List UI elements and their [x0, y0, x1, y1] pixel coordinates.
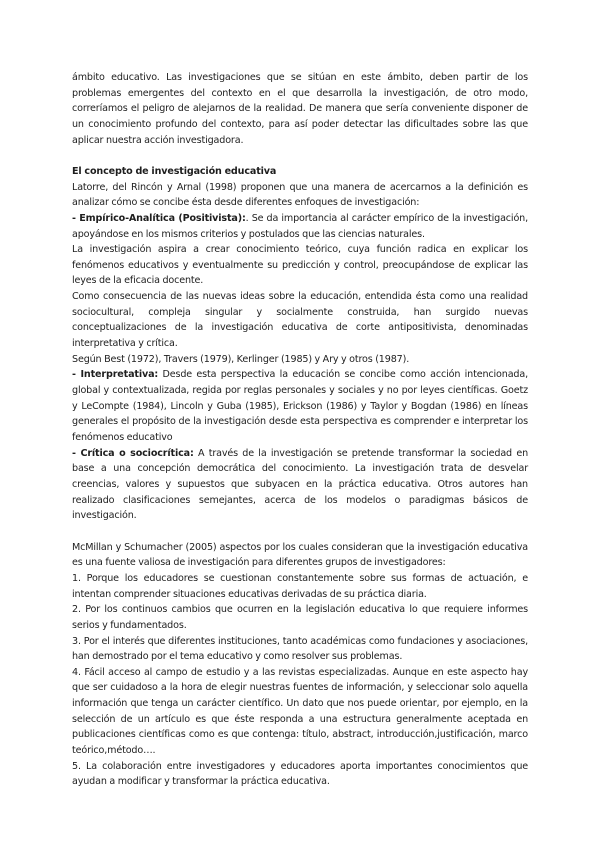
citations-line: Según Best (1972), Travers (1979), Kerlinger (1985) y Ary y otros (1987). [72, 353, 410, 365]
list-item-3: 3. Por el interés que diferentes instituciones, tanto académicas como fundaciones y asociaciones, han demostrado por el tema educativo y como resolver sus problemas. [72, 635, 528, 663]
interpretativa-label: - Interpretativa: [72, 369, 159, 381]
interpretativa-paragraph [72, 367, 528, 445]
mcmillan-intro: McMillan y Schumacher (2005) aspectos por los cuales consideran que la investigación educativa es una fuente valiosa de investigación para diferentes grupos de investigadores: [72, 541, 528, 569]
page-body [72, 70, 528, 790]
empirico-analitica-text: . Se da importancia al carácter empírico de la investigación, apoyándose en los mismos criterios y postulados que las ciencias naturales. [72, 212, 528, 240]
critica-paragraph [72, 446, 528, 524]
nuevas-ideas-paragraph: Como consecuencia de las nuevas ideas sobre la educación, entendida ésta como una realidad sociocultural, compleja singular y socialmente construida, han surgido nuevas conceptualizaciones de la investigación educativa de corte antipositivista, denominadas interpretativa y crítica. [72, 291, 528, 350]
section-heading: El concepto de investigación educativa [72, 165, 277, 177]
conocimiento-teorico-paragraph: La investigación aspira a crear conocimiento teórico, cuya función radica en explicar los fenómenos educativos y eventualmente su predicción y control, preocupándose de explicar las leyes de la eficacia docente. [72, 244, 528, 287]
intro-paragraph: ámbito educativo. Las investigaciones que se sitúan en este ámbito, deben partir de los problemas emergentes del contexto en el que desarrolla la investigación, de otro modo, correríamos el peligro de alejarnos de la realidad. De manera que sería conveniente disponer de un conocimiento profundo del contexto, para así poder detectar las dificultades sobre las que aplicar nuestra acción investigadora. [72, 72, 528, 146]
interpretativa-text: Desde esta perspectiva la educación se concibe como acción intencionada, global y contextualizada, regida por reglas personales y sociales y no por leyes científicas. Goetz y LeCompte (1984), Lincoln y Guba (1985), Erickson (1986) y Taylor y Bogdan (1986) en líneas generales el propósito de la investigación desde esta perspectiva es comprender e interpretar los fenómenos educativo [72, 369, 528, 444]
list-item-5: 5. La colaboración entre investigadores y educadores aporta importantes conocimientos que ayudan a modificar y transformar la práctica educativa. [72, 760, 528, 788]
empirico-analitica-paragraph [72, 211, 528, 242]
list-item-4: 4. Fácil acceso al campo de estudio y a las revistas especializadas. Aunque en este aspecto hay que ser cuidadoso a la hora de elegir nuestras fuentes de información, y seleccionar solo aquella información que tenga un carácter científico. Un dato que nos puede orientar, por ejemplo, en la selección de un artículo es que éste responda a una estructura generalmente aceptada en publicaciones científicas como es que contenga: título, abstract, introducción,justificación, marco teórico,método…. [72, 666, 528, 757]
list-item-2: 2. Por los continuos cambios que ocurren en la legislación educativa lo que requiere informes serios y fundamentados. [72, 604, 528, 631]
critica-text: A través de la investigación se pretende transformar la sociedad en base a una concepción democrática del conocimiento. La investigación trata de desvelar creencias, valores y supuestos que subyacen en la práctica educativa. Otros autores han realizado clasificaciones semejantes, acerca de los modelos o paradigmas básicos de investigación. [72, 447, 528, 522]
latorre-paragraph: Latorre, del Rincón y Arnal (1998) proponen que una manera de acercarnos a la definición es analizar cómo se concibe ésta desde diferentes enfoques de investigación: [72, 181, 528, 209]
critica-label: - Crítica o sociocrítica: [72, 447, 194, 459]
list-item-1: 1. Porque los educadores se cuestionan constantemente sobre sus formas de actuación, e intentan comprender situaciones educativas derivadas de su práctica diaria. [72, 572, 528, 600]
empirico-analitica-label: - Empírico-Analítica (Positivista): [72, 212, 246, 224]
